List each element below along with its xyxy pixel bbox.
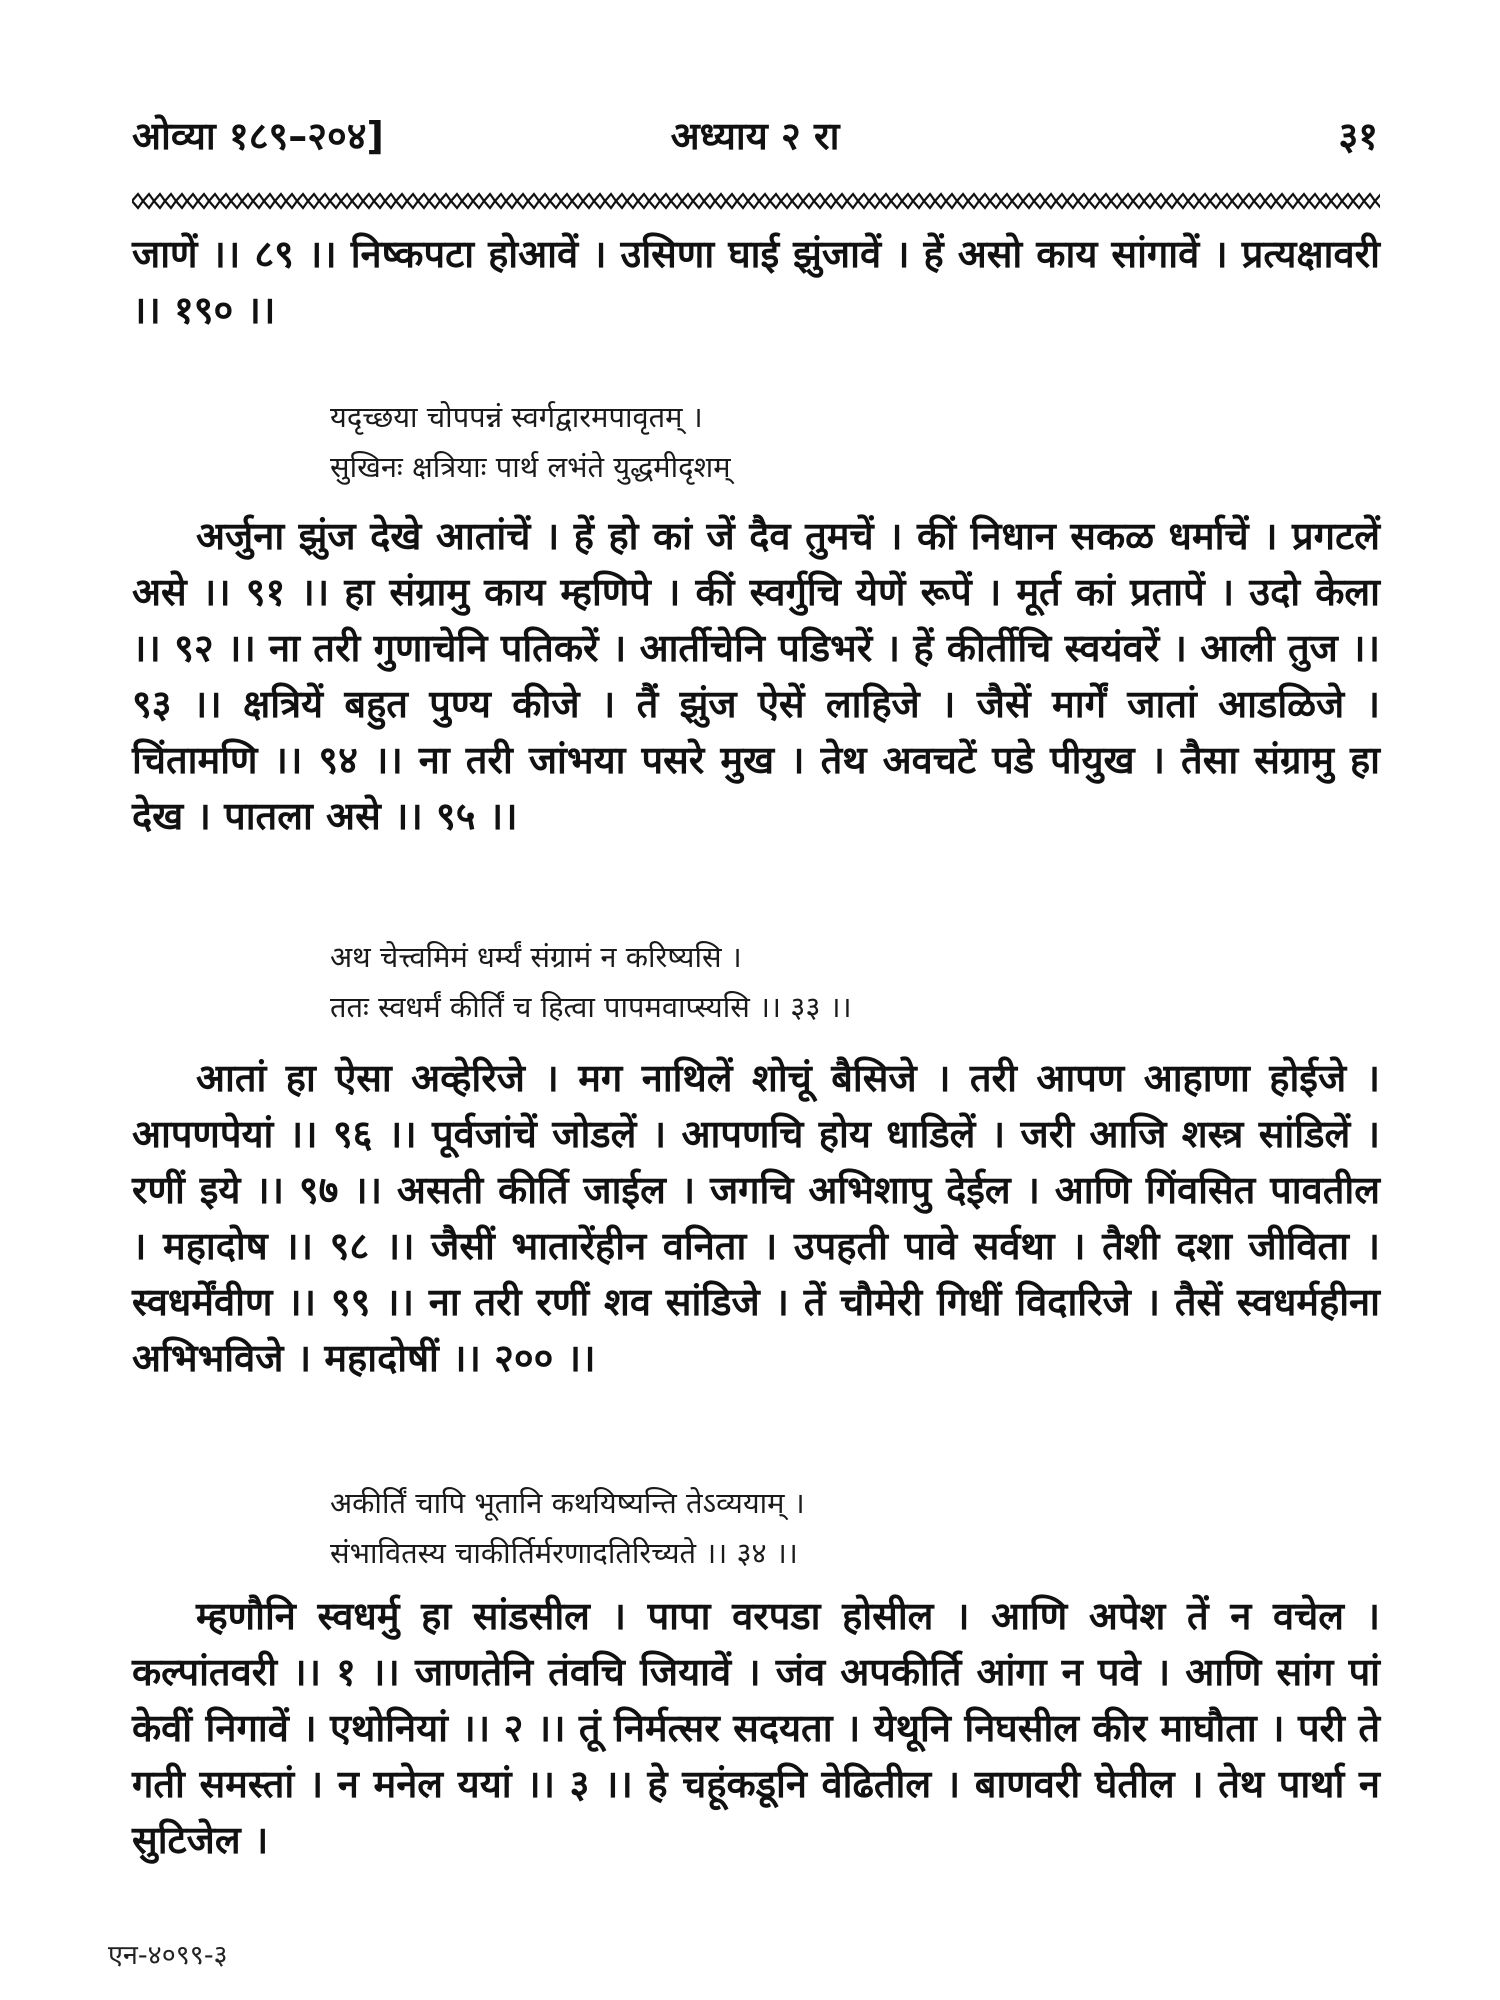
verse-line: अकीर्तिं चापि भूतानि कथयिष्यन्ति तेऽव्ययाम् । — [330, 1486, 805, 1520]
ornamental-rule — [132, 190, 1380, 212]
verse-line: अथ चेत्त्वमिमं धर्म्यं संग्रामं न करिष्यसि । — [330, 940, 742, 974]
sanskrit-verse-2 — [330, 932, 1330, 1032]
page-number: ३१ — [1338, 114, 1378, 158]
commentary-paragraph-1: जाणें ।। ८९ ।। निष्कपटा होआवें । उसिणा घाई झुंजावें । हें असो काय सांगावें । प्रत्यक्षावरी ।। १९० ।। — [132, 232, 1380, 332]
verse-line: संभावितस्य चाकीर्तिर्मरणादतिरिच्यते ।। ३४ ।। — [330, 1536, 798, 1570]
verse-line: सुखिनः क्षत्रियाः पार्थ लभंते युद्धमीदृशम् — [330, 450, 731, 484]
verse-line: ततः स्वधर्मं कीर्तिं च हित्वा पापमवाप्स्यसि ।। ३३ ।। — [330, 990, 852, 1024]
running-header — [132, 108, 1378, 164]
verse-line: यदृच्छया चोपपन्नं स्वर्गद्वारमपावृतम् । — [330, 400, 703, 434]
commentary-paragraph-2: अर्जुना झुंज देखे आतांचें । हें हो कां जें दैव तुमचें । कीं निधान सकळ धर्माचें । प्रगटलें असे ।। ९१ ।। हा संग्रामु काय म्हणिपे । कीं स्वर्गुचि येणें रूपें । मूर्त कां प्रतापें । उदो केला ।। ९२ ।। ना तरी गुणाचेनि पतिकरें । आर्तीचेनि पडिभरें । हें कीर्तीचि स्वयंवरें । आली तुज ।। ९३ ।। क्षत्रियें बहुत पुण्य कीजे । तैं झुंज ऐसें लाहिजे । जैसें मार्गें जातां आडळिजे । चिंतामणि ।। ९४ ।। ना तरी जांभया पसरे मुख । तेथ अवचटें पडे पीयुख । तैसा संग्रामु हा देख । पातला असे ।। ९५ ।। — [132, 514, 1380, 838]
sanskrit-verse-1 — [330, 392, 1330, 492]
sanskrit-verse-3 — [330, 1478, 1330, 1578]
verse-range: ओव्या १८९–२०४] — [132, 114, 384, 158]
printer-code: एन-४०९९-३ — [108, 1940, 228, 1971]
commentary-paragraph-3: आतां हा ऐसा अव्हेरिजे । मग नाथिलें शोचूं बैसिजे । तरी आपण आहाणा होईजे । आपणपेयां ।। ९६ ।। पूर्वजांचें जोडलें । आपणचि होय धाडिलें । जरी आजि शस्त्र सांडिलें । रणीं इये ।। ९७ ।। असती कीर्ति जाईल । जगचि अभिशापु देईल । आणि गिंवसित पावतील । महादोष ।। ९८ ।। जैसीं भातारेंहीन वनिता । उपहती पावे सर्वथा । तैशी दशा जीविता । स्वधर्मेंवीण ।। ९९ ।। ना तरी रणीं शव सांडिजे । तें चौमेरी गिधीं विदारिजे । तैसें स्वधर्महीना अभिभविजे । महादोषीं ।। २०० ।। — [132, 1056, 1380, 1380]
chapter-title: अध्याय २ रा — [670, 114, 840, 158]
commentary-paragraph-4: म्हणौनि स्वधर्मु हा सांडसील । पापा वरपडा होसील । आणि अपेश तें न वचेल । कल्पांतवरी ।। १ ।। जाणतेनि तंवचि जियावें । जंव अपकीर्ति आंगा न पवे । आणि सांग पां केवीं निगावें । एथोनियां ।। २ ।। तूं निर्मत्सर सदयता । येथूनि निघसील कीर माघौता । परी ते गती समस्तां । न मनेल ययां ।। ३ ।। हे चहूंकडूनि वेढितील । बाणवरी घेतील । तेथ पार्था न सुटिजेल । — [132, 1594, 1380, 1862]
